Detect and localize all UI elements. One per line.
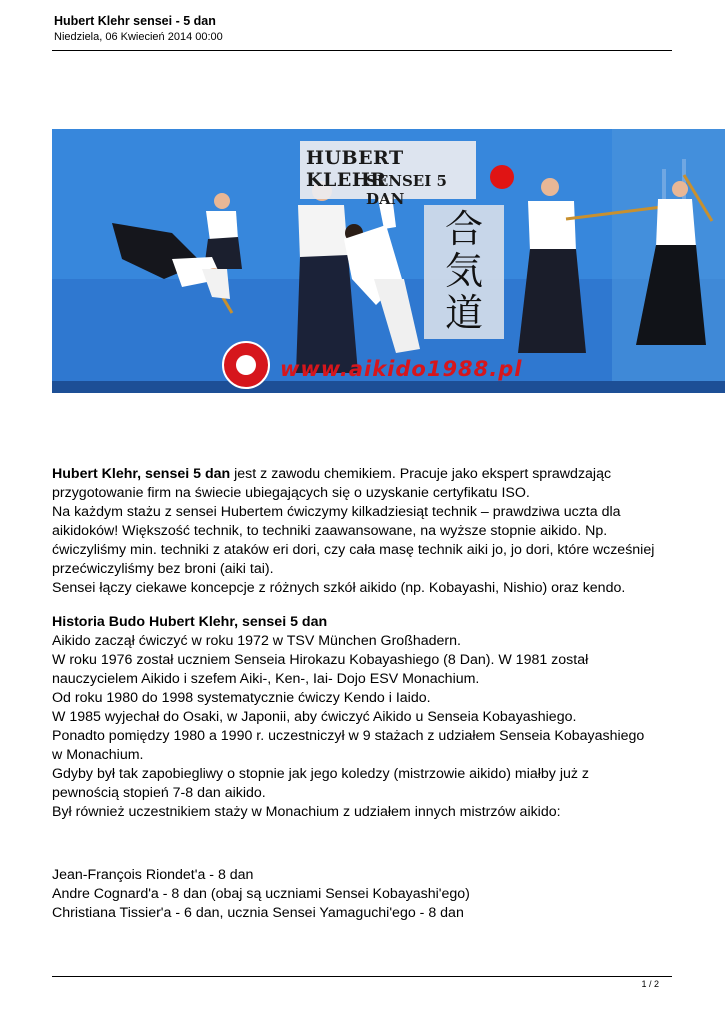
kanji-ki: 気	[444, 249, 483, 293]
intro-line: ćwiczyliśmy min. techniki z ataków eri dori, czy cała masę technik aiki jo, jo dori, które wcześniej	[52, 542, 655, 558]
history-line: W 1985 wyjechał do Osaki, w Japonii, aby ćwiczyć Aikido u Senseia Kobayashiego.	[52, 709, 577, 725]
red-sun-icon	[490, 165, 514, 189]
history-line: w Monachium.	[52, 747, 144, 763]
page-number: 1 / 2	[641, 979, 659, 989]
masters-list	[52, 866, 692, 923]
intro-line: Na każdym stażu z sensei Hubertem ćwiczymy kilkadziesiąt technik – prawdziwa uczta dla	[52, 504, 621, 520]
intro-lead	[52, 465, 692, 484]
history-line: Od roku 1980 do 1998 systematycznie ćwiczy Kendo i Iaido.	[52, 690, 431, 706]
intro-lead-rest: jest z zawodu chemikiem. Pracuje jako ekspert sprawdzając	[230, 466, 612, 482]
club-logo-icon	[222, 341, 270, 389]
banner-title-rank: SENSEI 5 DAN	[366, 172, 447, 208]
document-date: Niedziela, 06 Kwiecień 2014 00:00	[54, 31, 223, 43]
banner-url: www.aikido1988.pl	[280, 357, 523, 381]
history-line: Był również uczestnikiem staży w Monachium z udziałem innych mistrzów aikido:	[52, 804, 561, 820]
history-line: W roku 1976 został uczniem Senseia Hirokazu Kobayashiego (8 Dan). W 1981 został	[52, 652, 589, 668]
kanji-panel	[424, 205, 504, 339]
history-section	[52, 613, 692, 822]
kanji-do: 道	[444, 291, 483, 335]
history-line: Gdyby był tak zapobiegliwy o stopnie jak jego koledzy (mistrzowie aikido) miałby już z	[52, 766, 589, 782]
intro-section	[52, 465, 692, 598]
master-item: Andre Cognard'a - 8 dan (obaj są uczniami Sensei Kobayashi'ego)	[52, 886, 470, 902]
history-line: Ponadto pomiędzy 1980 a 1990 r. uczestniczył w 9 stażach z udziałem Senseia Kobayashiego	[52, 728, 645, 744]
history-line: nauczycielem Aikido i szefem Aiki-, Ken-, Iai- Dojo ESV Monachium.	[52, 671, 480, 687]
history-line: pewnością stopień 7-8 dan aikido.	[52, 785, 266, 801]
intro-line: aikidoków! Większość technik, to techniki zaawansowane, na wyższe stopnie aikido. Np.	[52, 523, 608, 539]
footer-rule	[52, 976, 672, 977]
master-item: Christiana Tissier'a - 6 dan, ucznia Sensei Yamaguchi'ego - 8 dan	[52, 905, 464, 921]
header-rule	[52, 50, 672, 51]
banner-title-box	[300, 141, 476, 208]
document-title: Hubert Klehr sensei - 5 dan	[54, 14, 216, 28]
document-header	[54, 14, 672, 44]
intro-lead-bold: Hubert Klehr, sensei 5 dan	[52, 466, 231, 482]
intro-line: przygotowanie firm na świecie ubiegających się o uzyskanie certyfikatu ISO.	[52, 485, 530, 501]
intro-line: przećwiczyliśmy bez broni (aiki tai).	[52, 561, 274, 577]
master-item: Jean-François Riondet'a - 8 dan	[52, 867, 254, 883]
history-heading: Historia Budo Hubert Klehr, sensei 5 dan	[52, 614, 328, 630]
banner-title-name: HUBERT KLEHR	[306, 147, 404, 191]
intro-line: Sensei łączy ciekawe koncepcje z różnych szkół aikido (np. Kobayashi, Nishio) oraz kendo.	[52, 580, 626, 596]
kanji-ai: 合	[444, 207, 483, 251]
history-line: Aikido zaczął ćwiczyć w roku 1972 w TSV München Großhadern.	[52, 633, 461, 649]
banner-image	[52, 129, 725, 393]
